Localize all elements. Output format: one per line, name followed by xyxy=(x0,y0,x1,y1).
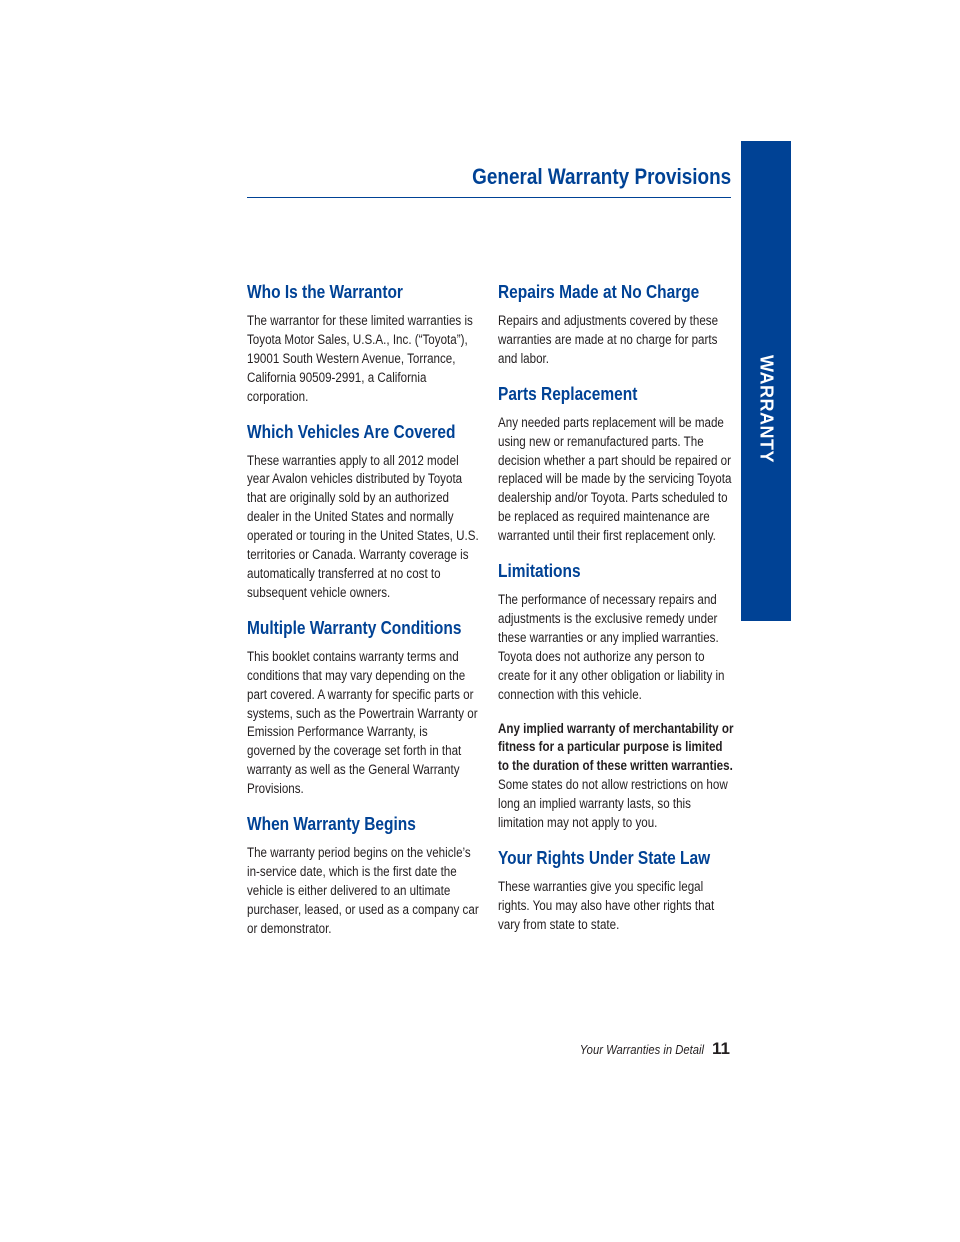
section-limitations xyxy=(498,561,734,833)
section-heading: When Warranty Begins xyxy=(247,814,416,835)
title-divider xyxy=(247,197,731,198)
page-number: 11 xyxy=(712,1039,730,1058)
section-body: The warranty period begins on the vehicle’s in-service date, which is the first date the vehicle is either delivered to an ultimate purchaser, leased, or used as a company car or demonstrator. xyxy=(247,845,479,936)
side-tab-label: WARRANTY xyxy=(756,355,777,463)
disclaimer-continuation: Some states do not allow restrictions on how long an implied warranty lasts, so this limitation may not apply to you. xyxy=(498,777,728,831)
bold-disclaimer: Any implied warranty of merchantability or fitness for a particular purpose is limited to the duration of these written warranties. xyxy=(498,720,734,774)
section-body: These warranties give you specific legal rights. You may also have other rights that vary from state to state. xyxy=(498,878,715,932)
page-footer xyxy=(566,1039,730,1059)
section-heading: Who Is the Warrantor xyxy=(247,282,403,302)
section-body: The warrantor for these limited warranties is Toyota Motor Sales, U.S.A., Inc. (“Toyota”), 19001 South Western Avenue, Torrance, California 90509-2991, a California corporation. xyxy=(247,313,473,404)
section-vehicles-covered xyxy=(247,422,479,603)
section-body: This booklet contains warranty terms and conditions that may vary depending on the part covered. A warranty for specific parts or systems, such as the Powertrain Warranty or Emission Performance Warranty, is governed by the coverage set forth in that warranty as well as the General Warranty Provisions. xyxy=(247,648,478,797)
section-heading: Your Rights Under State Law xyxy=(498,847,711,868)
section-who-is-warrantor xyxy=(247,282,479,407)
section-parts-replacement xyxy=(498,384,734,546)
section-heading: Limitations xyxy=(498,561,581,582)
section-body-implied-warranty xyxy=(498,720,734,833)
section-heading: Multiple Warranty Conditions xyxy=(247,617,462,638)
section-body: These warranties apply to all 2012 model year Avalon vehicles distributed by Toyota that are originally sold by an authorized dealer in the United States and normally operated or touring in the United States, U.S. territories or Canada. Warranty coverage is automatically transferred at no cost to subsequent vehicle owners. xyxy=(247,452,479,600)
section-body: Repairs and adjustments covered by these warranties are made at no charge for parts and labor. xyxy=(498,313,719,366)
section-warranty-begins xyxy=(247,814,479,939)
section-heading: Parts Replacement xyxy=(498,383,638,404)
left-column xyxy=(247,282,479,954)
page-title: General Warranty Provisions xyxy=(471,164,731,189)
section-heading: Which Vehicles Are Covered xyxy=(247,421,456,442)
section-body: Any needed parts replacement will be made using new or remanufactured parts. The decision whether a part should be repaired or replaced will be made by the servicing Toyota dealership and/or Toyota. Parts scheduled to be replaced as required maintenance are warranted until their first replacement only. xyxy=(498,414,732,544)
section-repairs-no-charge xyxy=(498,282,734,369)
side-tab xyxy=(741,141,791,621)
section-state-law-rights xyxy=(498,848,734,935)
section-multiple-conditions xyxy=(247,618,479,799)
section-heading: Repairs Made at No Charge xyxy=(498,282,700,302)
right-column xyxy=(498,282,734,950)
footer-booklet-title: Your Warranties in Detail xyxy=(579,1043,705,1057)
section-body: The performance of necessary repairs and adjustments is the exclusive remedy under these warranties or any implied warranties. Toyota does not authorize any person to create for it any other obligation or liability in connection with this vehicle. xyxy=(498,592,725,702)
